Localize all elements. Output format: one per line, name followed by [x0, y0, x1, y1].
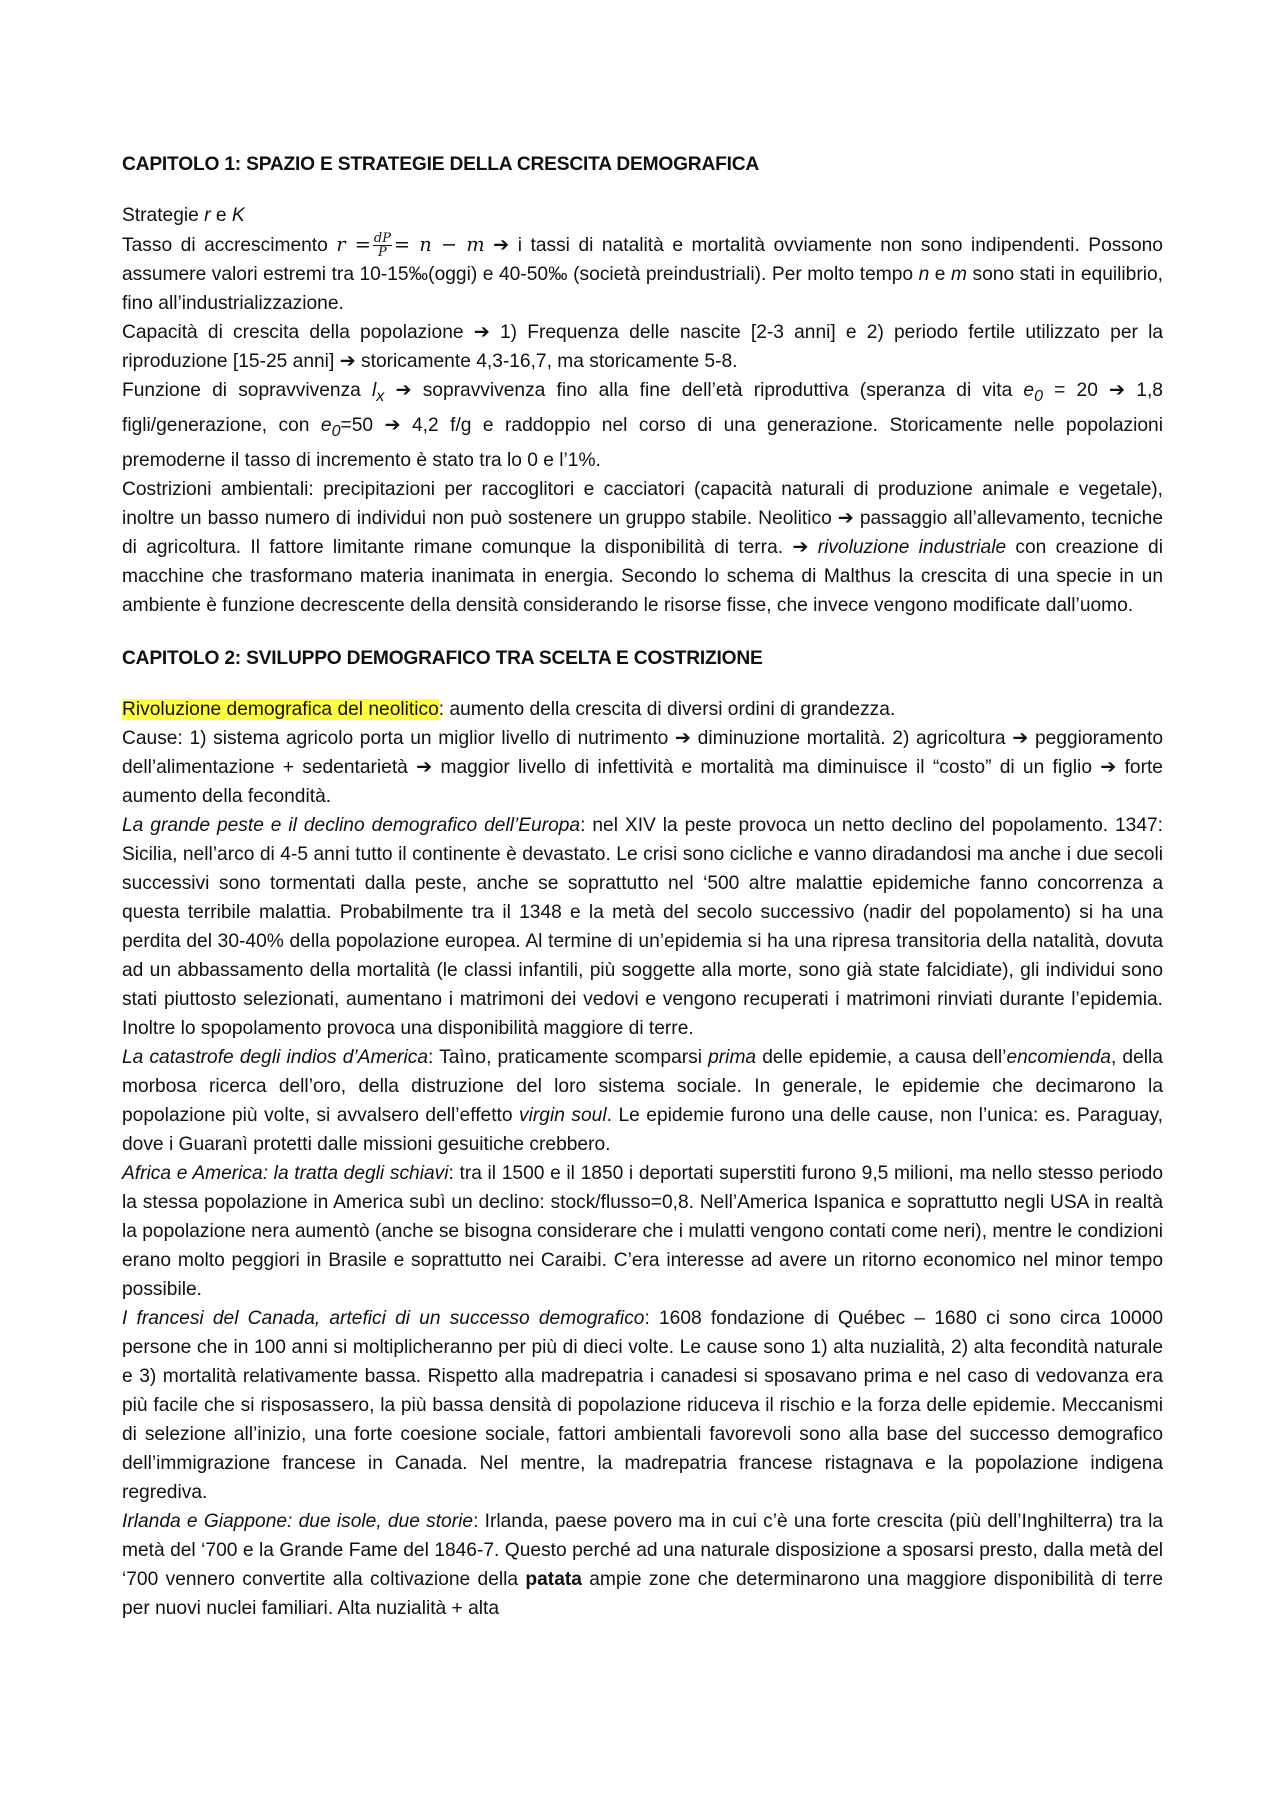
text: prima	[708, 1046, 757, 1068]
text: rivoluzione industriale	[817, 536, 1007, 558]
paragraph-irlanda	[122, 1507, 1163, 1623]
text: delle epidemie, a causa dell’	[756, 1046, 1007, 1068]
text: patata	[525, 1568, 582, 1590]
arrow-icon: ➔	[416, 756, 433, 778]
paragraph-strategie	[122, 201, 1163, 230]
chapter-1-title: CAPITOLO 1: SPAZIO E STRATEGIE DELLA CRESCITA DEMOGRAFICA	[122, 154, 760, 175]
text: 4,2 f/g e raddoppio nel corso di una generazione. Storicamente nelle popolazioni premoderne il tasso di incremento è stato tra lo 0 e l’1%.	[122, 414, 1163, 471]
highlighted-text: Rivoluzione demografica del neolitico	[122, 698, 439, 720]
arrow-icon: ➔	[1109, 380, 1126, 401]
paragraph-tasso	[122, 230, 1163, 318]
text: : nel XIV la peste provoca un netto declino del popolamento. 1347: Sicilia, nell’arco di 4-5 anni tutto il continente è devastato. Le crisi sono cicliche e vanno diradandosi ma anche i due secoli successivi sono tormentati dalla peste, anche se soprattutto nel ‘500 altre malattie epidemiche fanno concorrenza a questa terribile malattia. Probabilmente tra il 1348 e la metà del secolo successivo (nadir del popolamento) si ha una perdita del 30-40% della popolazione europea. Al termine di un’epidemia si ha una ripresa transitoria della natalità, dovuta ad un abbassamento della mortalità (le classi infantili, più soggette alla morte, sono già state falcidiate), gli individui sono stati piuttosto selezionati, aumentano i matrimoni dei vedovi e vengono recuperati i matrimoni rinviati durante l’epidemia. Inoltre lo spopolamento provoca una disponibilità maggiore di terre.	[122, 814, 1164, 1039]
text: La catastrofe degli indios d’America	[122, 1046, 429, 1068]
text: e	[1023, 380, 1035, 401]
arrow-icon: ➔	[1012, 727, 1029, 749]
text: 0	[1034, 387, 1043, 405]
text: e	[929, 264, 952, 285]
paragraph-indios	[122, 1043, 1163, 1159]
text: l	[372, 380, 377, 401]
fraction-denominator: P	[378, 245, 387, 261]
formula-eq: = n − m	[393, 233, 485, 256]
text: , della morbosa ricerca dell’oro, della distruzione del loro sistema sociale. In generale, le epidemie che decimarono la popolazione più volte, si avvalsero dell’effetto	[122, 1046, 1163, 1126]
arrow-icon: ➔	[674, 727, 691, 749]
arrow-icon: ➔	[1100, 756, 1117, 778]
text: K	[231, 205, 245, 226]
paragraph-africa	[122, 1159, 1163, 1304]
text: 1,8 figli/generazione, con	[122, 380, 1163, 436]
text: : 1608 fondazione di Québec – 1680 ci sono circa 10000 persone che in 100 anni si moltiplicheranno per più di dieci volte. Le cause sono 1) alta nuzialità, 2) alta fecondità naturale e 3) mortalità relativamente bassa. Rispetto alla madrepatria i canadesi si sposavano prima e nel caso di vedovanza era più facile che si risposassero, la più bassa densità di popolazione riduceva il rischio e la forza delle epidemie. Meccanismi di selezione all’inizio, una forte coesione sociale, fattori ambientali favorevoli sono alla base del successo demografico dell’immigrazione francese in Canada. Nel mentre, la madrepatria francese ristagnava e la popolazione indigena regrediva.	[122, 1307, 1163, 1503]
text: sono stati in equilibrio, fino all’industrializzazione.	[122, 264, 1163, 314]
paragraph-funzione	[122, 376, 1163, 475]
text: m	[951, 264, 967, 285]
text: . Le epidemie furono una delle cause, non l’unica: es. Paraguay, dove i Guaranì protetti dalle missioni gesuitiche crebbero.	[122, 1104, 1163, 1155]
text: : tra il 1500 e il 1850 i deportati superstiti furono 9,5 milioni, ma nello stesso periodo la stessa popolazione in America subì un declino: stock/flusso=0,8. Nell’America Ispanica e soprattutto negli USA in realtà la popolazione nera aumentò (anche se bisogna considerare che i mulatti vengono contati come neri), mentre le condizioni erano molto peggiori in Brasile e soprattutto nei Caraibi. C’era interesse ad avere un ritorno economico nel minor tempo possibile.	[122, 1162, 1164, 1300]
arrow-icon: ➔	[493, 235, 510, 256]
paragraph-cause	[122, 724, 1163, 811]
arrow-icon: ➔	[395, 380, 412, 401]
paragraph-canada	[122, 1304, 1163, 1507]
text: : aumento della crescita di diversi ordini di grandezza.	[438, 698, 896, 720]
text: Tasso di accrescimento	[122, 235, 337, 256]
text: storicamente 4,3-16,7, ma storicamente 5-8.	[355, 351, 738, 372]
arrow-icon: ➔	[792, 536, 809, 558]
text: =50	[340, 414, 385, 436]
text: con creazione di macchine che trasformano materia inanimata in energia. Secondo lo schema di Malthus la crescita di una specie in un ambiente è funzione decrescente della densità considerando le risorse fisse, che invece vengono modificate dall’uomo.	[122, 536, 1163, 616]
text: n	[918, 264, 930, 285]
text: r	[204, 205, 211, 226]
text: sopravvivenza fino alla fine dell’età riproduttiva (speranza di vita	[411, 380, 1024, 401]
text: Irlanda e Giappone: due isole, due storie	[122, 1510, 474, 1532]
chapter-2-title: CAPITOLO 2: SVILUPPO DEMOGRAFICO TRA SCELTA E COSTRIZIONE	[122, 647, 763, 669]
formula-r: r =	[336, 233, 371, 256]
text: e	[320, 414, 332, 436]
fraction	[373, 232, 392, 259]
text: 1) Frequenza delle nascite [2-3 anni] e 2) periodo fertile utilizzato per la riproduzione [15-25 anni]	[122, 322, 1164, 372]
text: = 20	[1043, 380, 1110, 401]
text: : Irlanda, paese povero ma in cui c’è una forte crescita (più dell’Inghilterra) tra la metà del ‘700 e la Grande Fame del 1846-7. Questo perché ad una naturale disposizione a sposarsi presto, dalla metà del ‘700 vennero convertite alla coltivazione della	[122, 1510, 1164, 1590]
paragraph-capacita	[122, 318, 1163, 376]
text: : Taìno, praticamente scomparsi	[428, 1046, 709, 1068]
text: Costrizioni ambientali: precipitazioni per raccoglitori e cacciatori (capacità naturali di produzione animale e vegetale), inoltre un basso numero di individui non può sostenere un gruppo stabile. Neolitico	[122, 478, 1163, 529]
paragraph-neolitico	[122, 695, 1163, 724]
paragraph-costrizioni	[122, 475, 1163, 620]
text: e	[210, 205, 232, 226]
text: maggior livello di infettività e mortalità ma diminuisce il “costo” di un figlio	[432, 756, 1101, 778]
text: Capacità di crescita della popolazione	[122, 322, 474, 343]
paragraph-peste	[122, 811, 1163, 1043]
fraction-numerator: dP	[373, 231, 391, 247]
text: peggioramento dell’alimentazione + sedentarietà	[122, 727, 1163, 778]
text: forte aumento della fecondità.	[122, 756, 1163, 807]
text: I francesi del Canada, artefici di un successo demografico	[122, 1307, 645, 1329]
text: La grande peste e il declino demografico dell’Europa	[122, 814, 581, 836]
arrow-icon: ➔	[837, 507, 854, 529]
text: Cause: 1) sistema agricolo porta un miglior livello di nutrimento	[122, 727, 675, 749]
text: diminuzione mortalità. 2) agricoltura	[691, 727, 1013, 749]
text: i tassi di natalità e mortalità ovviamente non sono indipendenti. Possono assumere valori estremi tra 10-15‰(oggi) e 40-50‰ (società preindustriali). Per molto tempo	[122, 235, 1163, 285]
arrow-icon: ➔	[473, 322, 490, 343]
text: encomienda	[1006, 1046, 1111, 1068]
arrow-icon: ➔	[339, 351, 356, 372]
text: Africa e America: la tratta degli schiavi	[122, 1162, 449, 1184]
text: virgin soul	[519, 1104, 607, 1126]
text: Strategie	[122, 205, 205, 226]
text: x	[376, 387, 385, 405]
arrow-icon: ➔	[384, 414, 401, 436]
text: ampie zone che determinarono una maggiore disponibilità di terre per nuovi nuclei familiari. Alta nuzialità + alta	[122, 1568, 1164, 1619]
text: passaggio all’allevamento, tecniche di agricoltura. Il fattore limitante rimane comunque la disponibilità di terra.	[122, 507, 1164, 558]
text: 0	[331, 422, 341, 440]
text: Funzione di sopravvivenza	[122, 380, 373, 401]
